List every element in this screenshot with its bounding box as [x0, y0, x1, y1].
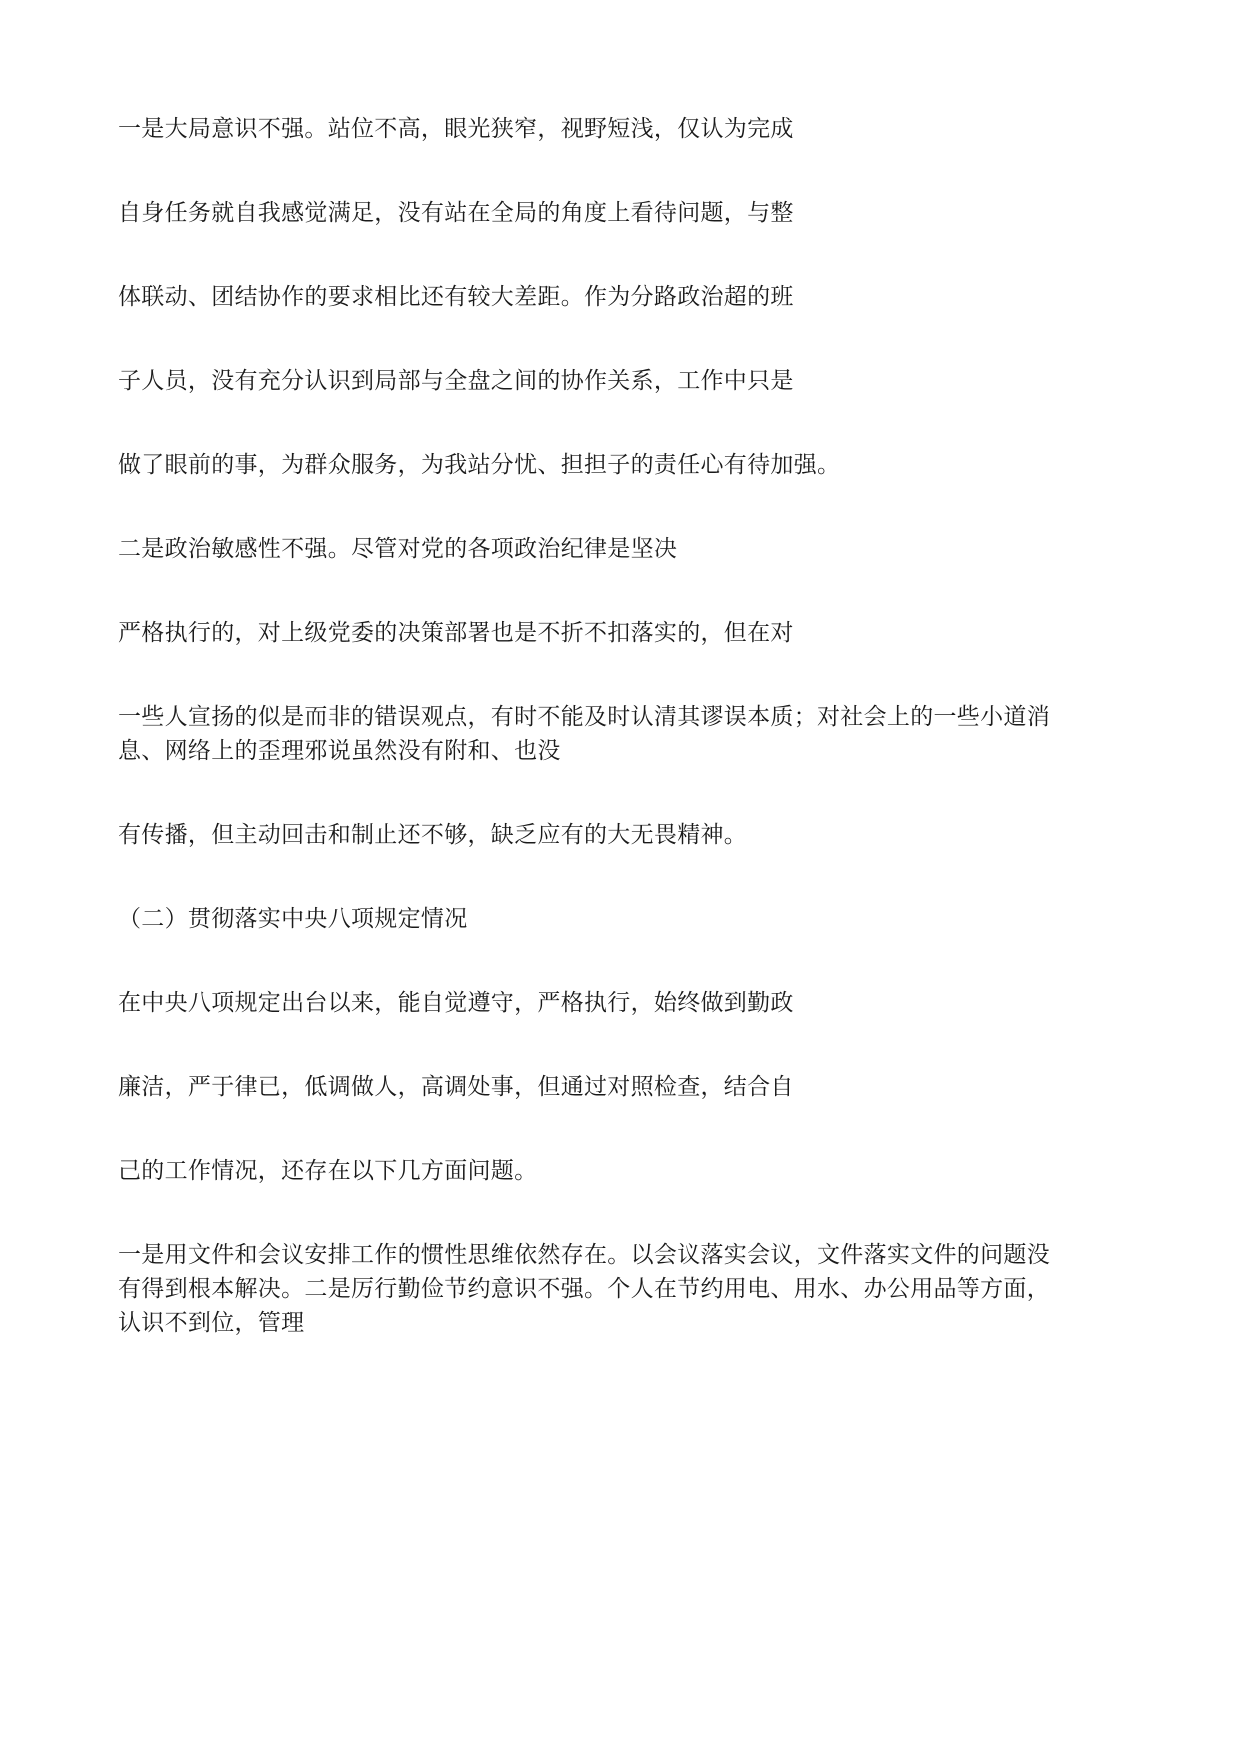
text-line: 有传播，但主动回击和制止还不够，缺乏应有的大无畏精神。: [118, 822, 748, 848]
section-heading: （二）贯彻落实中央八项规定情况: [118, 906, 468, 932]
text-line: 一些人宣扬的似是而非的错误观点，有时不能及时认清其谬误本质；对社会上的一些小道消: [118, 704, 1050, 730]
text-line: 自身任务就自我感觉满足，没有站在全局的角度上看待问题，与整: [118, 200, 794, 226]
text-line: 二是政治敏感性不强。尽管对党的各项政治纪律是坚决: [118, 536, 678, 562]
text-line: 子人员，没有充分认识到局部与全盘之间的协作关系，工作中只是: [118, 368, 794, 394]
text-line: 做了眼前的事，为群众服务，为我站分忧、担担子的责任心有待加强。: [118, 452, 841, 478]
text-line: 一是用文件和会议安排工作的惯性思维依然存在。以会议落实会议，文件落实文件的问题没: [118, 1242, 1050, 1268]
text-line: 息、网络上的歪理邪说虽然没有附和、也没: [118, 738, 561, 764]
text-line: 在中央八项规定出台以来，能自觉遵守，严格执行，始终做到勤政: [118, 990, 794, 1016]
text-line: 廉洁，严于律已，低调做人，高调处事，但通过对照检查，结合自: [118, 1074, 794, 1100]
text-line: 有得到根本解决。二是厉行勤俭节约意识不强。个人在节约用电、用水、办公用品等方面，: [118, 1276, 1050, 1302]
text-line: 体联动、团结协作的要求相比还有较大差距。作为分路政治超的班: [118, 284, 794, 310]
text-line: 严格执行的，对上级党委的决策部署也是不折不扣落实的，但在对: [118, 620, 794, 646]
text-line: 一是大局意识不强。站位不高，眼光狭窄，视野短浅，仅认为完成: [118, 116, 794, 142]
text-line: 认识不到位，管理: [118, 1310, 305, 1336]
text-line: 己的工作情况，还存在以下几方面问题。: [118, 1158, 538, 1184]
